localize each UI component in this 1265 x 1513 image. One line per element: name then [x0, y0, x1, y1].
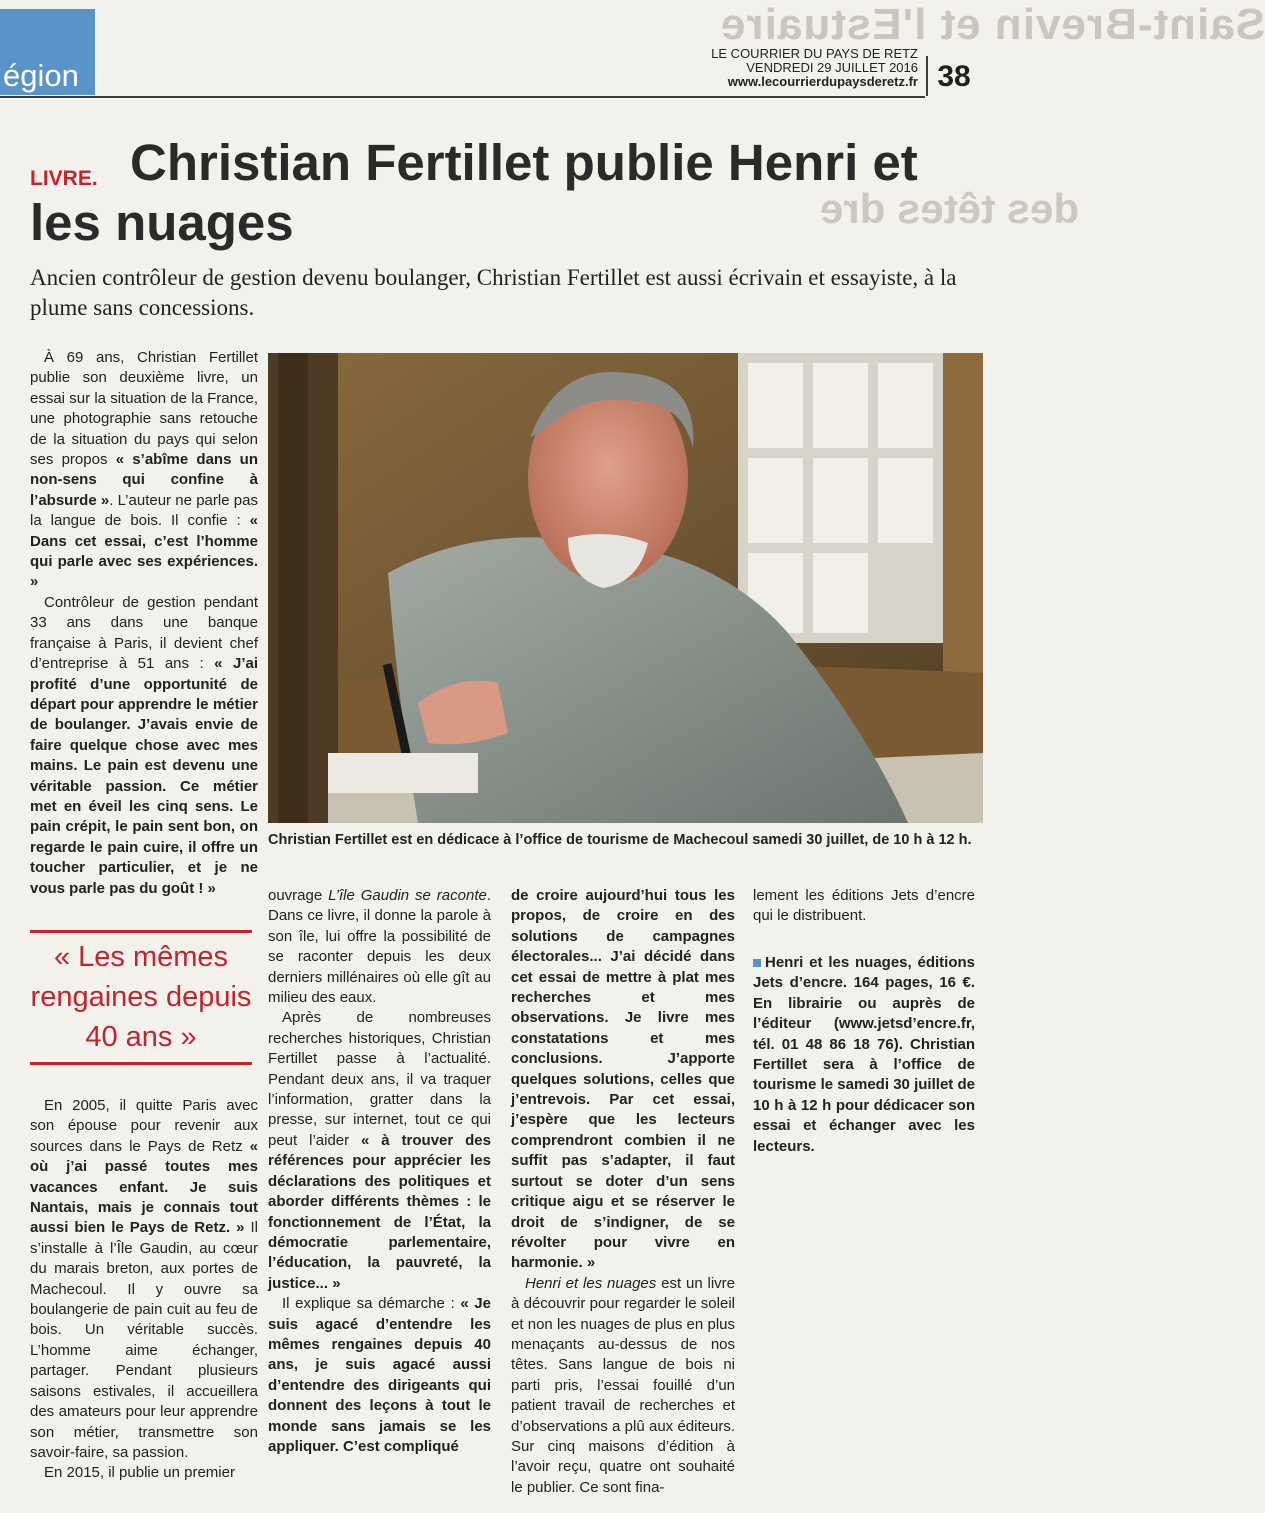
column-1-continued: [30, 1096, 258, 1484]
paragraph: Henri et les nuages, éditions Jets d’encre. 164 pages, 16 €. En librairie ou auprès de l’éditeur (www.jetsd’encre.fr, tél. 01 48 86 18 76). Christian Fertillet sera à l’office de tourisme le samedi 30 juillet de 10 h à 12 h pour dédicacer son essai et échanger avec les lecteurs.: [753, 954, 975, 1155]
lead-paragraph: Ancien contrôleur de gestion devenu boulanger, Christian Fertillet est aussi écrivain et essayiste, à la plume sans concessions.: [30, 265, 957, 320]
column-4: [753, 886, 975, 927]
photo-illustration: [268, 353, 983, 823]
paragraph: À 69 ans, Christian Fertillet publie son deuxième livre, un essai sur la situation de la France, une photographie sans retouche de la situation du pays qui selon ses propos « s’abîme dans un non-sens qui confine à l’absurde ». L’auteur ne parle pas la langue de bois. Il confie : « Dans cet essai, c’est l’homme qui parle avec ses expériences. »: [30, 349, 259, 591]
column-3: [511, 886, 735, 1498]
show-through-text: Saint-Brevin et l'Estuaire: [720, 0, 1265, 49]
headline-text: Christian Fertillet publie Henri et les nuages: [30, 134, 918, 251]
photo-caption: Christian Fertillet est en dédicace à l’office de tourisme de Machecoul samedi 30 juillet, de 10 h à 12 h.: [268, 832, 972, 848]
page-number: 38: [926, 56, 980, 96]
paragraph: Henri et les nuages est un livre à découvrir pour regarder le soleil et non les nuages de plus en plus menaçants au-dessus de nos têtes. Sans langue de bois ni parti pris, l’essai fouillé d’un patient travail de recherches et d’observations a plû aux éditeurs. Sur cinq maisons d’édition à l’avoir reçu, quatre ont souhaité le publier. Ce sont fina-: [511, 1274, 736, 1496]
newspaper-name: LE COURRIER DU PAYS DE RETZ: [711, 46, 918, 61]
paragraph: ouvrage L’île Gaudin se raconte. Dans ce livre, il donne la parole à son île, lui offre la possibilité de se raconter depuis les deux derniers millénaires où elle gît au milieu des eaux.: [268, 887, 492, 1007]
pull-quote: « Les mêmes rengaines depuis 40 ans »: [30, 941, 252, 1053]
masthead: [700, 47, 918, 89]
pullquote-rule-top: [30, 930, 252, 933]
book-info: [753, 953, 975, 1157]
paragraph: Après de nombreuses recherches historiques, Christian Fertillet passe à l’actualité. Pendant deux ans, il va traquer l’information, gratter dans la presse, sur internet, tout ce qui peut l’aider « à trouver des références pour apprécier les déclarations des politiques et aborder différents thèmes : le fonctionnement de l’État, la démocratie parlementaire, l’éducation, la pauvreté, la justice... »: [268, 1009, 491, 1292]
bullet-square-icon: [753, 959, 761, 967]
paragraph: Il explique sa démarche : « Je suis agacé d’entendre les mêmes rengaines depuis 40 ans, je suis agacé aussi d’entendre des dirigeants qui donnent des leçons à tout le monde sans jamais se les appliquer. C’est compliqué: [268, 1295, 491, 1455]
paragraph: En 2015, il publie un premier: [44, 1464, 235, 1482]
column-1: [30, 348, 258, 899]
paragraph: lement les éditions Jets d’encre qui le distribuent.: [753, 887, 975, 925]
pullquote-rule-bottom: [30, 1062, 252, 1065]
paragraph: Contrôleur de gestion pendant 33 ans dans une banque française à Paris, il devient chef d’entreprise à 51 ans : « J’ai profité d’une opportunité de départ pour apprendre le métier de boulanger. J’avais envie de faire quelque chose avec mes mains. Le pain est devenu une véritable passion. Ce métier met en éveil les cinq sens. Le pain crépit, le pain sent bon, on regarde le pain cuire, il offre un toucher particulier, et je ne vous parle pas du goût ! »: [30, 593, 258, 897]
kicker: LIVRE.: [30, 167, 98, 190]
header-rule: [0, 96, 925, 98]
newspaper-url: www.lecourrierdupaysderetz.fr: [727, 74, 918, 89]
paragraph: de croire aujourd’hui tous les propos, de croire en des solutions de campagnes électorales... J’ai décidé dans cet essai de mettre à plat mes recherches et mes observations. Je livre mes constatations et mes conclusions. J’apporte quelques solutions, celles que j’entrevois. Par cet essai, j’espère que les lecteurs comprendront combien il ne suffit pas s’adapter, il faut surtout se doter d’un sens critique aigu et se réserver le droit de s’indigner, de se révolter pour vivre en harmonie. »: [511, 887, 735, 1272]
column-2: [268, 886, 491, 1457]
issue-date: VENDREDI 29 JUILLET 2016: [746, 60, 918, 75]
headline: [30, 133, 930, 253]
show-through-text-2: des têtes dre: [820, 185, 1080, 232]
section-label: égion: [0, 58, 95, 94]
paragraph: En 2005, il quitte Paris avec son épouse pour revenir aux sources dans le Pays de Retz « où j’ai passé toutes mes vacances enfant. Je suis Nantais, mais je connais tout aussi bien le Pays de Retz. » Il s’installe à l’Île Gaudin, au cœur du marais breton, aux portes de Machecoul. Il y ouvre sa boulangerie de pain cuit au feu de bois. Un véritable succès. L’homme aime échanger, partager. Pendant plusieurs saisons estivales, il accueillera des amateurs pour leur apprendre son métier, transmettre son savoir-faire, sa passion.: [30, 1097, 258, 1461]
author-photo: [268, 353, 983, 823]
